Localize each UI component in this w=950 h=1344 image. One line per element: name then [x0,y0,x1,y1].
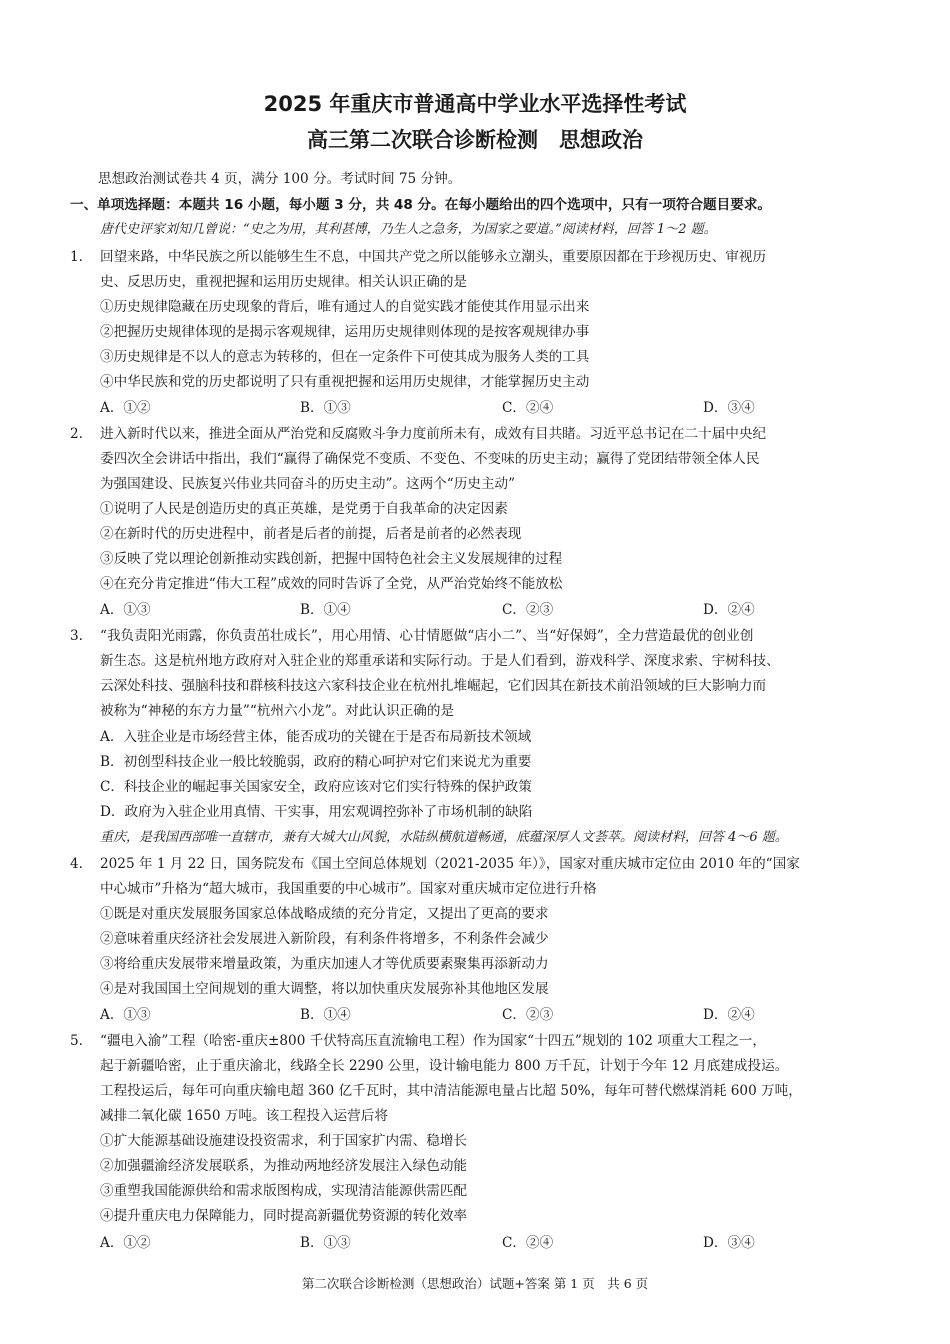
answer-option-c: C．②③ [502,602,554,618]
answer-option-c: C．科技企业的崛起事关国家安全，政府应该对它们实行特殊的保护政策 [100,779,532,795]
question-stem-line: 2025 年 1 月 22 日，国务院发布《国土空间总体规划（2021-2035 年）》，国家对重庆城市定位由 2010 年的“国家 [100,856,800,872]
statement-item: ③将给重庆发展带来增量政策，为重庆加速人才等优质要素聚集再添新动力 [100,956,549,972]
answer-option-a: A．①③ [100,1007,151,1023]
answer-option-c: C．②④ [502,1235,554,1251]
passage-intro-1: 唐代史评家刘知几曾说：“史之为用，其利甚博，乃生人之急务，为国家之要道。”阅读材料，回答 1～2 题。 [100,222,717,237]
statement-item: ④中华民族和党的历史都说明了只有重视把握和运用历史规律，才能掌握历史主动 [100,374,590,390]
statement-item: ①历史规律隐藏在历史现象的背后，唯有通过人的自觉实践才能使其作用显示出来 [100,299,590,315]
section-heading: 一、单项选择题：本题共 16 小题，每小题 3 分，共 48 分。在每小题给出的四个选项中，只有一项符合题目要求。 [70,197,771,213]
answer-option-b: B．①④ [300,602,351,618]
answer-option-d: D．②④ [703,602,755,618]
question-stem-line: 新生态。这是杭州地方政府对入驻企业的郑重承诺和实际行动。于是人们看到，游戏科学、深度求索、宇树科技、 [100,653,780,669]
question-stem-line: 减排二氧化碳 1650 万吨。该工程投入运营后将 [100,1108,388,1124]
question-number: 5. [70,1033,83,1049]
answer-option-a: A．①② [100,400,151,416]
question-stem-line: “疆电入渝”工程（哈密-重庆±800 千伏特高压直流输电工程）作为国家“十四五”规划的 102 项重大工程之一， [100,1033,766,1049]
question-number: 2. [70,426,83,442]
question-stem-line: 史、反思历史，重视把握和运用历史规律。相关认识正确的是 [100,274,468,290]
answer-option-d: D．②④ [703,1007,755,1023]
answer-option-a: A．入驻企业是市场经营主体，能否成功的关键在于是否布局新技术领域 [100,729,532,745]
exam-subtitle: 高三第二次联合诊断检测 思想政治 [307,128,643,152]
answer-option-d: D．③④ [703,1235,755,1251]
question-stem-line: 回望来路，中华民族之所以能够生生不息，中国共产党之所以能够永立潮头，重要原因都在于珍视历史、审视历 [100,249,767,265]
statement-item: ②加强疆渝经济发展联系，为推动两地经济发展注入绿色动能 [100,1158,468,1174]
answer-option-b: B．①③ [300,400,351,416]
statement-item: ④是对我国国土空间规划的重大调整，将以加快重庆发展弥补其他地区发展 [100,981,549,997]
statement-item: ①扩大能源基础设施建设投资需求，利于国家扩内需、稳增长 [100,1133,468,1149]
question-stem-line: 中心城市”升格为“超大城市，我国重要的中心城市”。国家对重庆城市定位进行升格 [100,881,597,897]
answer-option-a: A．①② [100,1235,151,1251]
question-stem-line: 为强国建设、民族复兴伟业共同奋斗的历史主动”。这两个“历史主动” [100,476,516,492]
question-stem-line: “我负责阳光雨露，你负责茁壮成长”，用心用情、心甘情愿做“店小二”、当“好保姆”，全力营造最优的创业创 [100,628,754,644]
question-number: 4. [70,856,83,872]
answer-option-b: B．初创型科技企业一般比较脆弱，政府的精心呵护对它们来说尤为重要 [100,754,532,770]
answer-option-c: C．②③ [502,1007,554,1023]
question-stem-line: 委四次全会讲话中指出，我们“赢得了确保党不变质、不变色、不变味的历史主动；赢得了党团结带领全体人民 [100,451,760,467]
question-number: 1. [70,249,83,265]
answer-option-d: D．③④ [703,400,755,416]
statement-item: ③重塑我国能源供给和需求版图构成，实现清洁能源供需匹配 [100,1183,468,1199]
exam-intro: 思想政治测试卷共 4 页，满分 100 分。考试时间 75 分钟。 [98,171,462,187]
statement-item: ②把握历史规律体现的是揭示客观规律，运用历史规律则体现的是按客观规律办事 [100,324,590,340]
statement-item: ③反映了党以理论创新推动实践创新，把握中国特色社会主义发展规律的过程 [100,551,563,567]
page-footer: 第二次联合诊断检测（思想政治）试题+答案 第 1 页 共 6 页 [301,1276,649,1291]
statement-item: ④提升重庆电力保障能力，同时提高新疆优势资源的转化效率 [100,1208,468,1224]
passage-intro-2: 重庆，是我国西部唯一直辖市，兼有大城大山风貌，水陆纵横航道畅通，底蕴深厚人文荟萃。阅读材料，回答 4～6 题。 [100,830,788,845]
statement-item: ③历史规律是不以人的意志为转移的，但在一定条件下可使其成为服务人类的工具 [100,349,590,365]
answer-option-a: A．①③ [100,602,151,618]
statement-item: ④在充分肯定推进“伟大工程”成效的同时告诉了全党，从严治党始终不能放松 [100,576,563,592]
question-number: 3. [70,628,83,644]
statement-item: ②意味着重庆经济社会发展进入新阶段，有利条件将增多，不利条件会减少 [100,931,549,947]
question-stem-line: 起于新疆哈密，止于重庆渝北，线路全长 2290 公里，设计输电能力 800 万千瓦，计划于今年 12 月底建成投运。 [100,1058,789,1074]
answer-option-b: B．①③ [300,1235,351,1251]
question-stem-line: 被称为“神秘的东方力量”“杭州六小龙”。对此认识正确的是 [100,703,455,719]
statement-item: ①说明了人民是创造历史的真正英雄，是党勇于自我革命的决定因素 [100,501,508,517]
answer-option-d: D．政府为入驻企业用真情、干实事，用宏观调控弥补了市场机制的缺陷 [100,804,533,820]
exam-title: 2025 年重庆市普通高中学业水平选择性考试 [263,92,687,116]
statement-item: ①既是对重庆发展服务国家总体战略成绩的充分肯定，又提出了更高的要求 [100,906,549,922]
question-stem-line: 进入新时代以来，推进全面从严治党和反腐败斗争力度前所未有，成效有目共睹。习近平总书记在二十届中央纪 [100,426,767,442]
answer-option-b: B．①④ [300,1007,351,1023]
answer-option-c: C．②④ [502,400,554,416]
question-stem-line: 云深处科技、强脑科技和群核科技这六家科技企业在杭州扎堆崛起，它们因其在新技术前沿领域的巨大影响力而 [100,678,767,694]
question-stem-line: 工程投运后，每年可向重庆输电超 360 亿千瓦时，其中清洁能源电量占比超 50%，每年可替代燃煤消耗 600 万吨， [100,1083,802,1099]
statement-item: ②在新时代的历史进程中，前者是后者的前提，后者是前者的必然表现 [100,526,522,542]
